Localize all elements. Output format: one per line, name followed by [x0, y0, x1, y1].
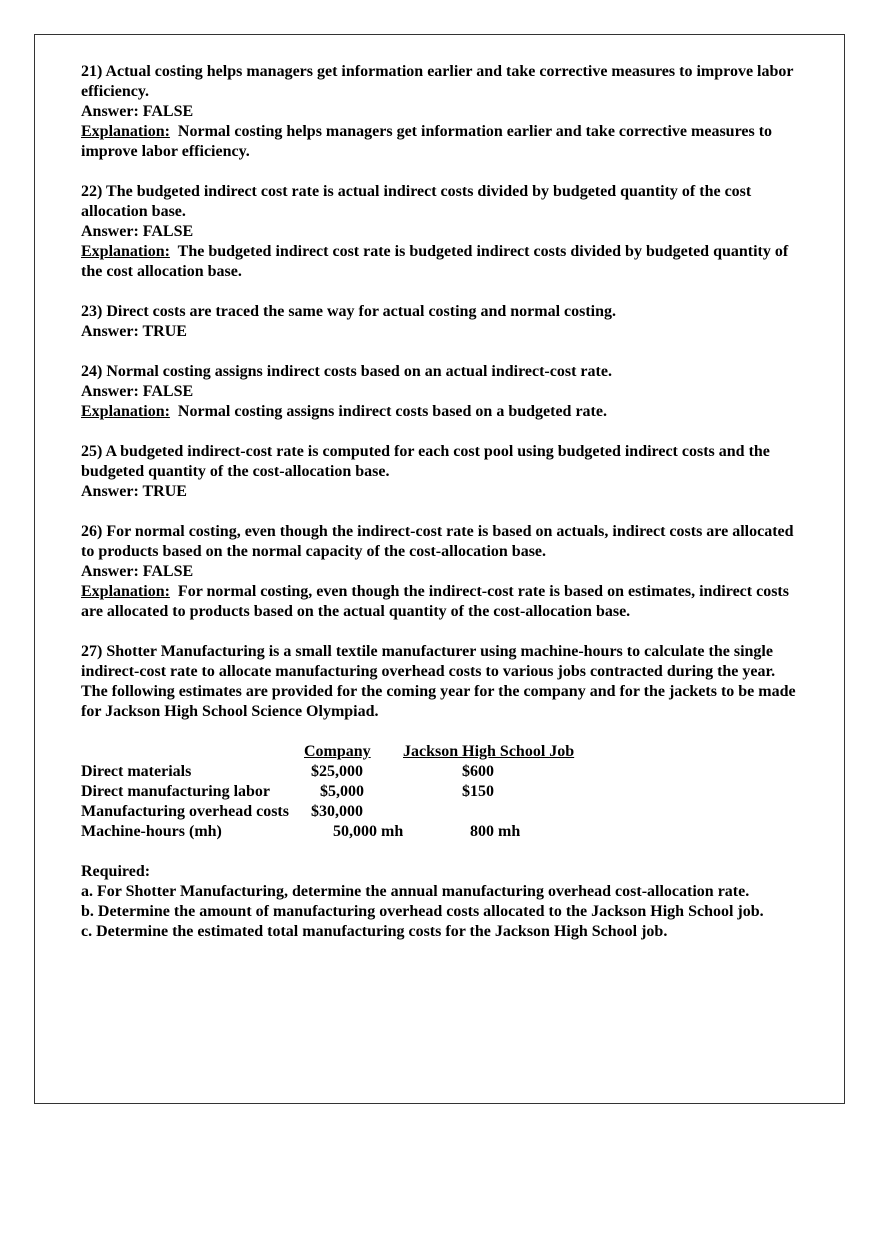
column-header-company: Company: [304, 743, 371, 760]
explanation-label: Explanation:: [81, 403, 170, 420]
explanation-text: Normal costing helps managers get information earlier and take corrective measures to improve labor efficiency.: [81, 123, 773, 160]
question-stem: 24) Normal costing assigns indirect costs based on an actual indirect-cost rate.: [81, 363, 612, 380]
question-stem: 26) For normal costing, even though the indirect-cost rate is based on actuals, indirect costs are allocated to products based on the normal capacity of the cost-allocation base.: [81, 523, 794, 560]
explanation: [81, 402, 801, 422]
answer: Answer: FALSE: [81, 563, 194, 580]
question-27: [81, 642, 801, 722]
required-section: [81, 862, 801, 942]
question-stem: 25) A budgeted indirect-cost rate is computed for each cost pool using budgeted indirect costs and the budgeted quantity of the cost-allocation base.: [81, 443, 770, 480]
question-stem: 27) Shotter Manufacturing is a small textile manufacturer using machine-hours to calculate the single indirect-cost rate to allocate manufacturing overhead costs to various jobs contracted during the year. The following estimates are provided for the coming year for the company and for the jackets to be made for Jackson High School Science Olympiad.: [81, 643, 796, 720]
cell-job: $600: [462, 763, 494, 780]
cell-job: $150: [462, 783, 494, 800]
document-body: [81, 62, 801, 942]
cell-company: 50,000 mh: [333, 823, 404, 840]
question-stem: 23) Direct costs are traced the same way for actual costing and normal costing.: [81, 303, 617, 320]
answer: Answer: FALSE: [81, 383, 194, 400]
explanation: [81, 242, 801, 282]
question-stem: 21) Actual costing helps managers get information earlier and take corrective measures to improve labor efficiency.: [81, 63, 794, 100]
required-item-a: a. For Shotter Manufacturing, determine the annual manufacturing overhead cost-allocation rate.: [81, 883, 750, 900]
cell-job: 800 mh: [470, 823, 521, 840]
row-label: Direct manufacturing labor: [81, 783, 271, 800]
question-24: [81, 362, 801, 422]
estimates-table: [81, 742, 801, 842]
explanation-text: For normal costing, even though the indirect-cost rate is based on estimates, indirect costs are allocated to products based on the actual quantity of the cost-allocation base.: [81, 583, 789, 620]
cell-company: $25,000: [311, 763, 363, 780]
question-21: [81, 62, 801, 162]
column-header-job: Jackson High School Job: [403, 743, 575, 760]
explanation-text: Normal costing assigns indirect costs based on a budgeted rate.: [177, 403, 607, 420]
cell-company: $30,000: [311, 803, 363, 820]
answer: Answer: TRUE: [81, 323, 187, 340]
question-25: [81, 442, 801, 502]
answer: Answer: FALSE: [81, 103, 194, 120]
row-label: Machine-hours (mh): [81, 823, 222, 840]
row-label: Manufacturing overhead costs: [81, 803, 289, 820]
question-23: [81, 302, 801, 342]
explanation-label: Explanation:: [81, 243, 170, 260]
required-label: Required:: [81, 863, 151, 880]
question-26: [81, 522, 801, 622]
question-22: [81, 182, 801, 282]
required-item-b: b. Determine the amount of manufacturing overhead costs allocated to the Jackson High School job.: [81, 903, 764, 920]
explanation: [81, 582, 801, 622]
answer: Answer: FALSE: [81, 223, 194, 240]
cell-company: $5,000: [320, 783, 364, 800]
answer: Answer: TRUE: [81, 483, 187, 500]
explanation: [81, 122, 801, 162]
explanation-label: Explanation:: [81, 123, 170, 140]
explanation-text: The budgeted indirect cost rate is budgeted indirect costs divided by budgeted quantity of the cost allocation base.: [81, 243, 789, 280]
required-item-c: c. Determine the estimated total manufacturing costs for the Jackson High School job.: [81, 923, 668, 940]
row-label: Direct materials: [81, 763, 192, 780]
question-stem: 22) The budgeted indirect cost rate is actual indirect costs divided by budgeted quantity of the cost allocation base.: [81, 183, 752, 220]
explanation-label: Explanation:: [81, 583, 170, 600]
